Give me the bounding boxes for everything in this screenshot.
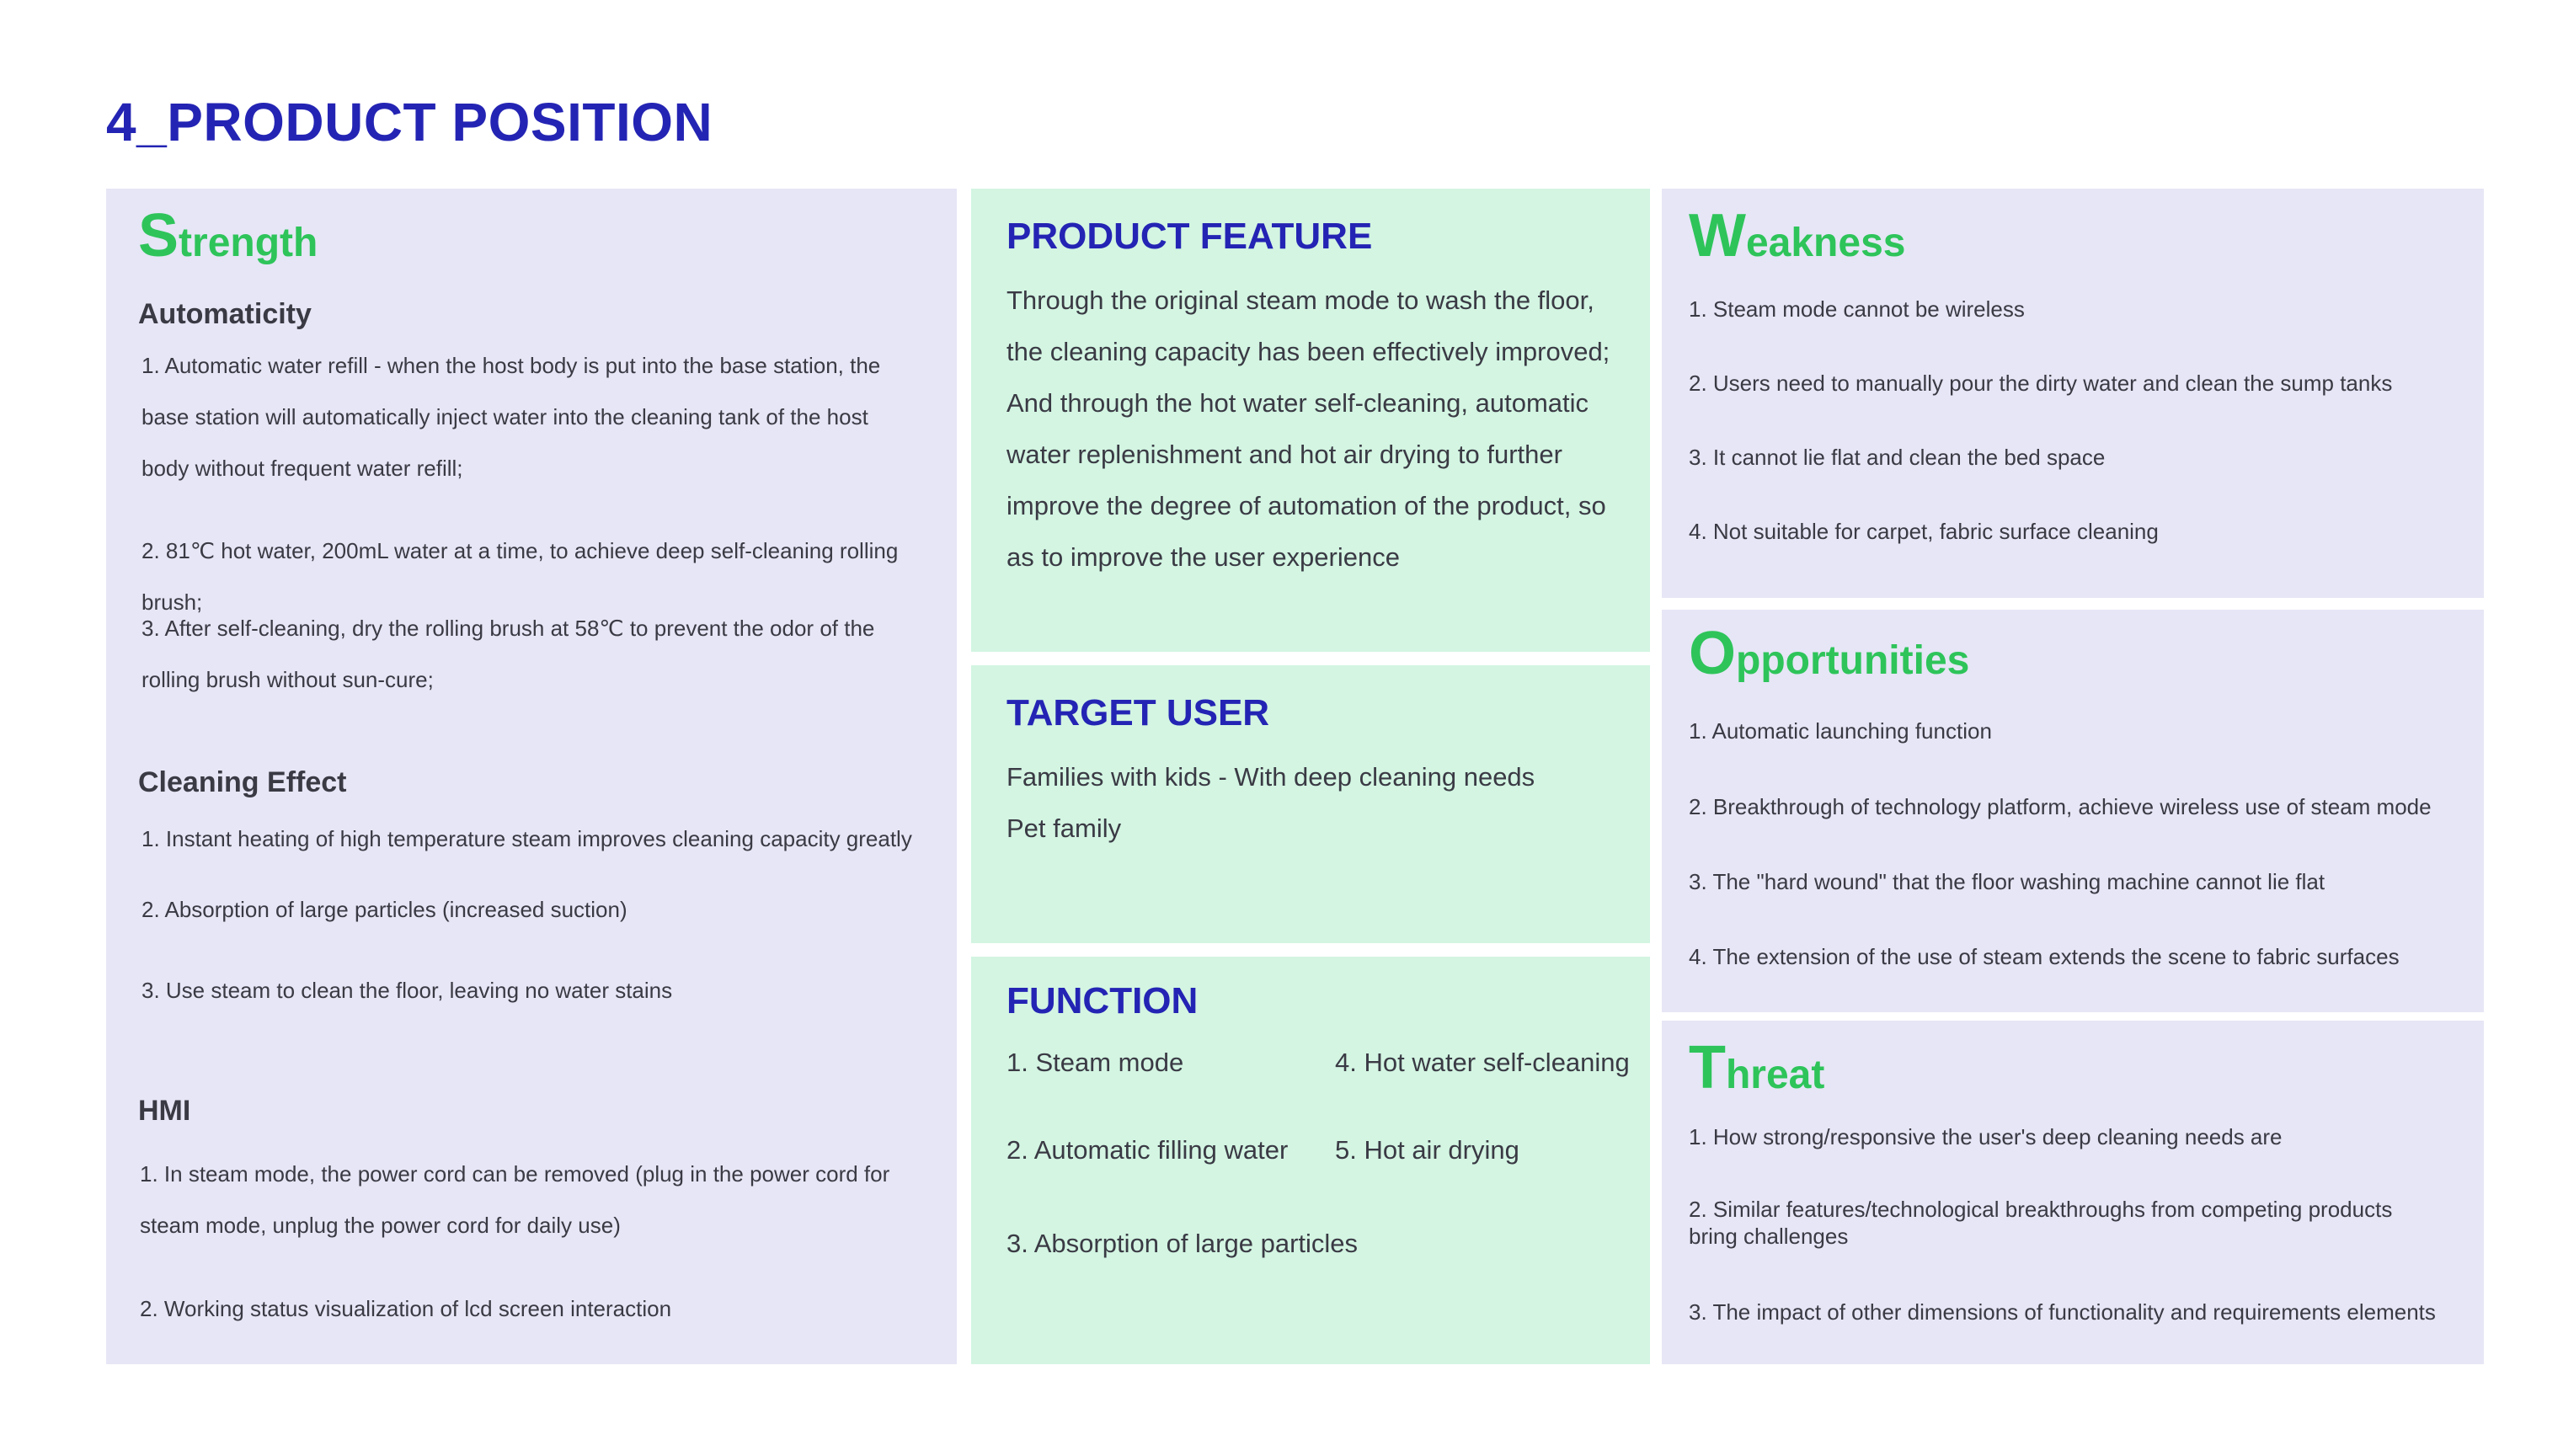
page-title: 4_PRODUCT POSITION — [106, 92, 713, 152]
cleaning-effect-heading: Cleaning Effect — [138, 766, 347, 798]
function-item-3: 3. Absorption of large particles — [1007, 1229, 1359, 1258]
weakness-panel — [1662, 189, 2484, 598]
hmi-heading: HMI — [138, 1095, 191, 1127]
automaticity-heading: Automaticity — [138, 298, 312, 330]
weakness-item-2: 2. Users need to manually pour the dirty water and clean the sump tanks — [1689, 371, 2393, 396]
function-panel — [971, 957, 1650, 1364]
function-item-5: 5. Hot air drying — [1335, 1135, 1519, 1165]
strength-heading — [138, 202, 318, 269]
target-user-line-2: Pet family — [1007, 813, 1122, 843]
strength-panel — [106, 189, 957, 1364]
function-heading: FUNCTION — [1007, 980, 1199, 1021]
threat-item-3: 3. The impact of other dimensions of functionality and requirements elements — [1689, 1299, 2436, 1325]
opportunities-rest: pportunities — [1736, 638, 1970, 683]
opportunities-item-3: 3. The "hard wound" that the floor washing machine cannot lie flat — [1689, 869, 2325, 894]
function-item-4: 4. Hot water self-cleaning — [1335, 1048, 1630, 1077]
target-user-panel — [971, 665, 1650, 943]
strength-rest: trength — [179, 221, 318, 265]
threat-panel — [1662, 1021, 2484, 1364]
strength-initial: S — [138, 202, 179, 269]
opportunities-item-1: 1. Automatic launching function — [1689, 718, 1992, 744]
threat-heading — [1689, 1034, 1825, 1101]
weakness-item-4: 4. Not suitable for carpet, fabric surface cleaning — [1689, 519, 2159, 544]
opportunities-heading — [1689, 620, 1970, 687]
target-user-line-1: Families with kids - With deep cleaning needs — [1007, 762, 1535, 792]
automaticity-item-1: 1. Automatic water refill - when the host body is put into the base station, the base station will automatically inject water into the cleaning tank of the host body without frequent water refill; — [141, 353, 881, 481]
weakness-heading — [1689, 202, 1906, 269]
product-feature-panel — [971, 189, 1650, 652]
function-item-1: 1. Steam mode — [1007, 1048, 1184, 1077]
weakness-item-3: 3. It cannot lie flat and clean the bed space — [1689, 445, 2106, 470]
opportunities-initial: O — [1689, 620, 1737, 687]
cleaning-effect-item-2: 2. Absorption of large particles (increased suction) — [141, 897, 627, 922]
weakness-initial: W — [1689, 202, 1746, 269]
automaticity-item-3: 3. After self-cleaning, dry the rolling brush at 58℃ to prevent the odor of the rolling brush without sun-cure; — [141, 616, 875, 692]
product-feature-heading: PRODUCT FEATURE — [1007, 216, 1373, 257]
threat-item-2: 2. Similar features/technological breakthroughs from competing products bring challenges — [1689, 1197, 2393, 1249]
weakness-rest: eakness — [1745, 221, 1906, 265]
threat-rest: hreat — [1725, 1053, 1825, 1097]
product-feature-text: Through the original steam mode to wash the floor, the cleaning capacity has been effectively improved; And through the hot water self-cleaning, automatic water replenishment and hot air drying to further improve the degree of automation of the product, so as to improve the user experience — [1007, 285, 1610, 572]
opportunities-panel — [1662, 610, 2484, 1012]
threat-item-1: 1. How strong/responsive the user's deep cleaning needs are — [1689, 1124, 2283, 1149]
hmi-item-1: 1. In steam mode, the power cord can be removed (plug in the power cord for steam mode, unplug the power cord for daily use) — [140, 1161, 890, 1238]
target-user-heading: TARGET USER — [1007, 692, 1270, 733]
automaticity-item-2: 2. 81℃ hot water, 200mL water at a time, to achieve deep self-cleaning rolling brush; — [141, 538, 899, 615]
cleaning-effect-item-3: 3. Use steam to clean the floor, leaving no water stains — [141, 978, 673, 1003]
threat-initial: T — [1689, 1034, 1726, 1101]
opportunities-item-4: 4. The extension of the use of steam extends the scene to fabric surfaces — [1689, 944, 2400, 969]
opportunities-item-2: 2. Breakthrough of technology platform, achieve wireless use of steam mode — [1689, 794, 2432, 819]
weakness-item-1: 1. Steam mode cannot be wireless — [1689, 296, 2025, 322]
hmi-item-2: 2. Working status visualization of lcd screen interaction — [140, 1296, 672, 1321]
cleaning-effect-item-1: 1. Instant heating of high temperature steam improves cleaning capacity greatly — [141, 826, 912, 851]
function-item-2: 2. Automatic filling water — [1007, 1135, 1289, 1165]
